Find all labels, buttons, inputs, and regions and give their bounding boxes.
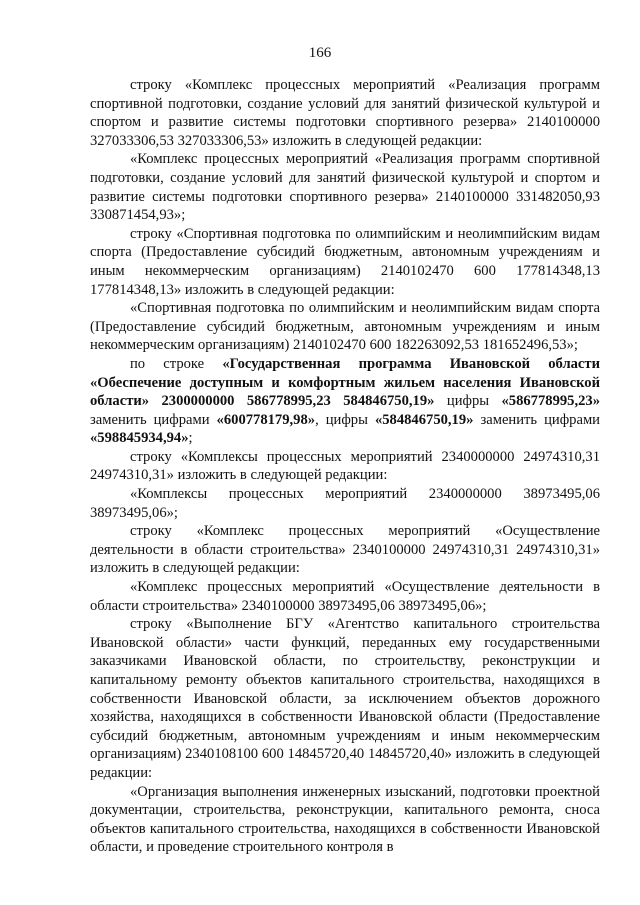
text-run: «Комплекс процессных мероприятий «Осуществление деятельности в области строительства» 2340100000 38973495,06 38973495,06»; (90, 579, 600, 614)
paragraph (90, 299, 600, 355)
text-run: строку «Комплекс процессных мероприятий «Реализация программ спортивной подготовки, создание условий для занятий физической культурой и спортом и развитие системы подготовки спортивного резерва» 2140100000 327033306,53 327033306,53» изложить в следующей редакции: (90, 77, 600, 149)
text-run: строку «Комплекс процессных мероприятий «Осуществление деятельности в области строительства» 2340100000 24974310,31 24974310,31» изложить в следующей редакции: (90, 523, 600, 577)
bold-text-run: «598845934,94» (90, 430, 189, 447)
text-run: заменить цифрами (90, 411, 217, 428)
paragraph (90, 485, 600, 522)
bold-text-run: «584846750,19» (374, 411, 474, 428)
paragraph (90, 615, 600, 782)
text-run: «Комплексы процессных мероприятий 2340000000 38973495,06 38973495,06»; (90, 486, 600, 521)
bold-text-run: «586778995,23» (501, 393, 600, 410)
paragraph (90, 355, 600, 448)
text-run: строку «Комплексы процессных мероприятий 2340000000 24974310,31 24974310,31» изложить в следующей редакции: (90, 448, 600, 484)
bold-text-run: «600778179,98» (216, 411, 316, 428)
text-run: цифры (434, 393, 502, 410)
text-run: ; (188, 430, 193, 447)
paragraph (90, 225, 600, 299)
bold-text-run: «Государственная программа Ивановской области «Обеспечение доступным и комфортным жильем населения Ивановской области» 2300000000 586778995,23 584846750,19» (90, 355, 600, 410)
paragraph (90, 448, 600, 485)
paragraph (90, 578, 600, 615)
paragraph (90, 783, 600, 857)
text-run: строку «Выполнение БГУ «Агентство капитального строительства Ивановской области» части функций, переданных ему государственными заказчиками Ивановской области, по строительству, реконструкции и капитальному ремонту объектов капитального строительства, находящихся в собственности Ивановской области, за исключением объектов дорожного хозяйства, находящихся в собственности Ивановской области (Предоставление субсидий бюджетным, автономным учреждениям и иным некоммерческим организациям) 2340108100 600 14845720,40 14845720,40» изложить в следующей редакции: (90, 616, 600, 781)
text-run: «Комплекс процессных мероприятий «Реализация программ спортивной подготовки, создание условий для занятий физической культурой и спортом и развитие системы подготовки спортивного резерва» 2140100000 331482050,93 330871454,93»; (90, 151, 600, 224)
text-run: по строке (130, 355, 223, 372)
paragraph (90, 76, 600, 150)
paragraph (90, 522, 600, 578)
document-body (90, 76, 600, 857)
text-run: , цифры (315, 411, 375, 428)
text-run: «Организация выполнения инженерных изысканий, подготовки проектной документации, строительства, реконструкции, капитального ремонта, сноса объектов капитального строительства, находящихся в собственности Ивановской области, и проведение строительного контроля в (90, 783, 600, 856)
page-number: 166 (308, 45, 332, 61)
text-run: заменить цифрами (473, 411, 600, 428)
paragraph (90, 150, 600, 224)
text-run: «Спортивная подготовка по олимпийским и неолимпийским видам спорта (Предоставление субсидий бюджетным, автономным учреждениям и иным некоммерческим организациям) 2140102470 600 182263092,53 181652496,53»; (90, 300, 600, 354)
text-run: строку «Спортивная подготовка по олимпийским и неолимпийским видам спорта (Предоставление субсидий бюджетным, автономным учреждениям и иным некоммерческим организациям) 2140102470 600 177814348,13 177814348,13» изложить в следующей редакции: (90, 225, 600, 298)
